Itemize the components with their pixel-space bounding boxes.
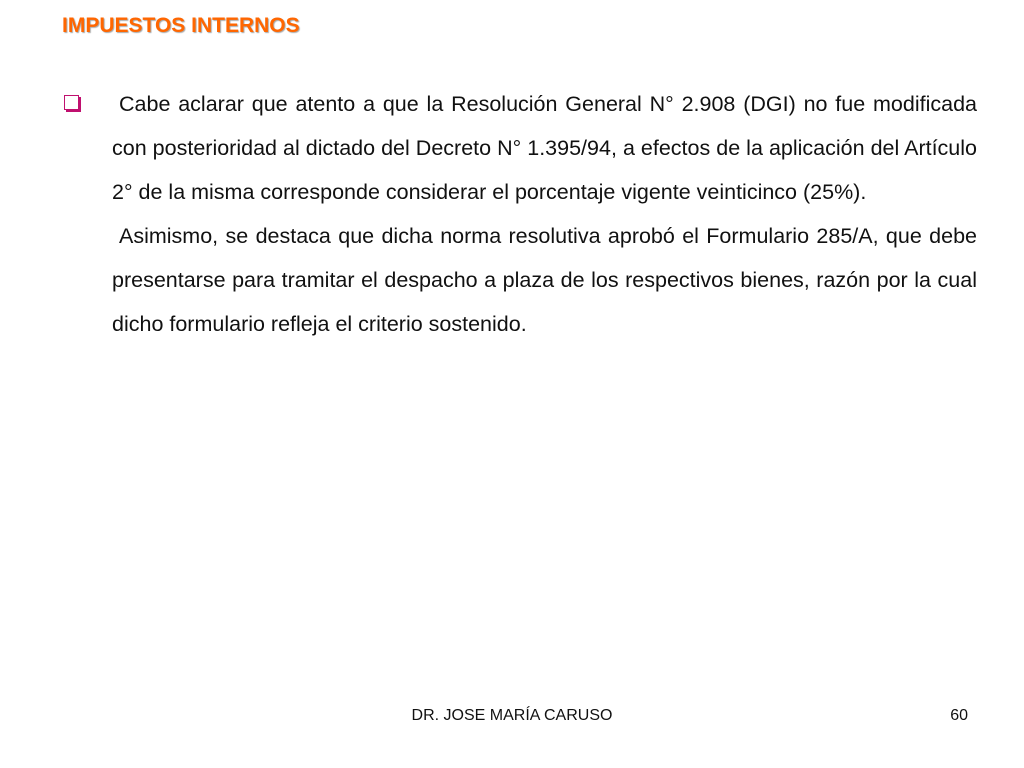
page-number: 60: [950, 707, 968, 724]
square-bullet-icon: [64, 95, 79, 110]
footer-author: DR. JOSE MARÍA CARUSO: [411, 707, 613, 724]
slide-title: IMPUESTOS INTERNOS: [62, 14, 300, 37]
body-paragraph-2: Asimismo, se destaca que dicha norma resolutiva aprobó el Formulario 285/A, que debe presentarse para tramitar el despacho a plaza de los respectivos bienes, razón por la cual dicho formulario refleja el criterio sostenido.: [112, 224, 977, 336]
slide-body: [112, 82, 977, 346]
body-paragraph-1: Cabe aclarar que atento a que la Resolución General N° 2.908 (DGI) no fue modificada con posterioridad al dictado del Decreto N° 1.395/94, a efectos de la aplicación del Artículo 2° de la misma corresponde considerar el porcentaje vigente veinticinco (25%).: [112, 92, 977, 204]
